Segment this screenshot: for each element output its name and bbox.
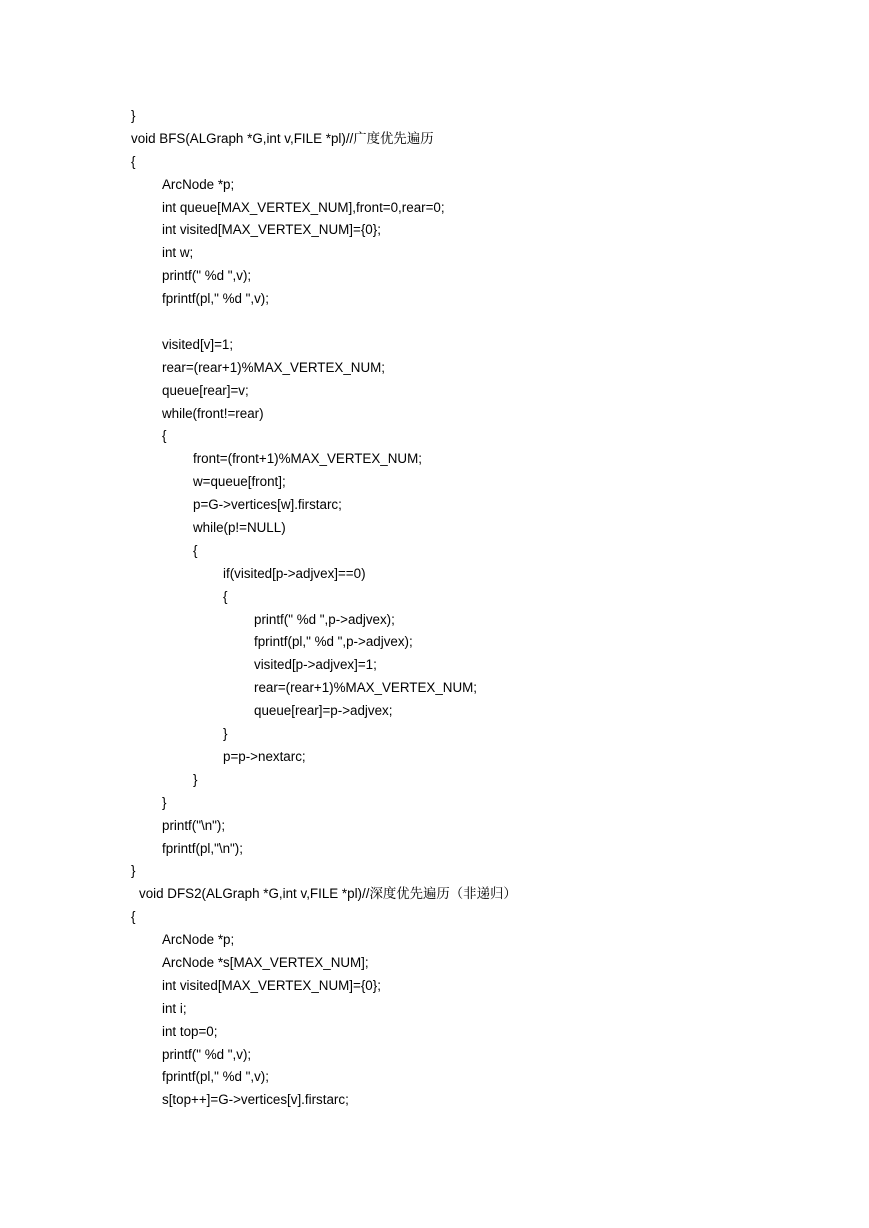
code-line: int i;: [162, 1000, 187, 1016]
code-line: {: [223, 588, 228, 604]
code-line: visited[p->adjvex]=1;: [254, 657, 377, 673]
code-line: queue[rear]=p->adjvex;: [254, 703, 393, 719]
code-line: int queue[MAX_VERTEX_NUM],front=0,rear=0;: [162, 199, 445, 215]
code-line: {: [131, 153, 136, 169]
code-line: }: [223, 726, 228, 742]
code-line: p=p->nextarc;: [223, 748, 306, 764]
code-line: printf(" %d ",v);: [162, 268, 252, 284]
code-line: {: [131, 909, 136, 925]
code-line: {: [193, 542, 198, 558]
code-line: fprintf(pl," %d ",v);: [162, 1069, 269, 1085]
code-line: fprintf(pl,"\n");: [162, 840, 243, 856]
code-line: }: [162, 794, 167, 810]
code-line: ArcNode *p;: [162, 176, 235, 192]
code-line: }: [131, 108, 136, 123]
code-line: printf("\n");: [162, 817, 226, 833]
code-line: front=(front+1)%MAX_VERTEX_NUM;: [193, 451, 422, 467]
code-line: int top=0;: [162, 1023, 218, 1039]
code-line: rear=(rear+1)%MAX_VERTEX_NUM;: [254, 680, 477, 696]
code-line: s[top++]=G->vertices[v].firstarc;: [162, 1092, 349, 1108]
code-line: queue[rear]=v;: [162, 382, 249, 398]
code-line: int visited[MAX_VERTEX_NUM]={0};: [162, 222, 381, 238]
code-line: }: [131, 863, 136, 879]
code-line: w=queue[front];: [193, 474, 286, 490]
code-line: }: [193, 771, 198, 787]
code-line: rear=(rear+1)%MAX_VERTEX_NUM;: [162, 359, 385, 375]
code-line: int visited[MAX_VERTEX_NUM]={0};: [162, 977, 381, 993]
code-line: p=G->vertices[w].firstarc;: [193, 497, 342, 513]
code-line: if(visited[p->adjvex]==0): [223, 565, 366, 581]
code-line: int w;: [162, 245, 194, 261]
code-line: void DFS2(ALGraph *G,int v,FILE *pl)//深度优先遍历（非递归）: [139, 886, 517, 902]
code-line: printf(" %d ",p->adjvex);: [254, 611, 395, 627]
code-line: [131, 311, 831, 334]
code-line: fprintf(pl," %d ",p->adjvex);: [254, 634, 413, 650]
code-line: visited[v]=1;: [162, 336, 234, 352]
code-line: printf(" %d ",v);: [162, 1046, 252, 1062]
code-line: ArcNode *p;: [162, 932, 235, 948]
code-listing: [131, 105, 831, 1112]
code-line: fprintf(pl," %d ",v);: [162, 291, 269, 307]
code-line: ArcNode *s[MAX_VERTEX_NUM];: [162, 954, 369, 970]
code-line: void BFS(ALGraph *G,int v,FILE *pl)//广度优先遍历: [131, 130, 434, 146]
code-line: while(p!=NULL): [193, 520, 286, 536]
code-line: while(front!=rear): [162, 405, 264, 421]
code-line: {: [162, 428, 167, 444]
